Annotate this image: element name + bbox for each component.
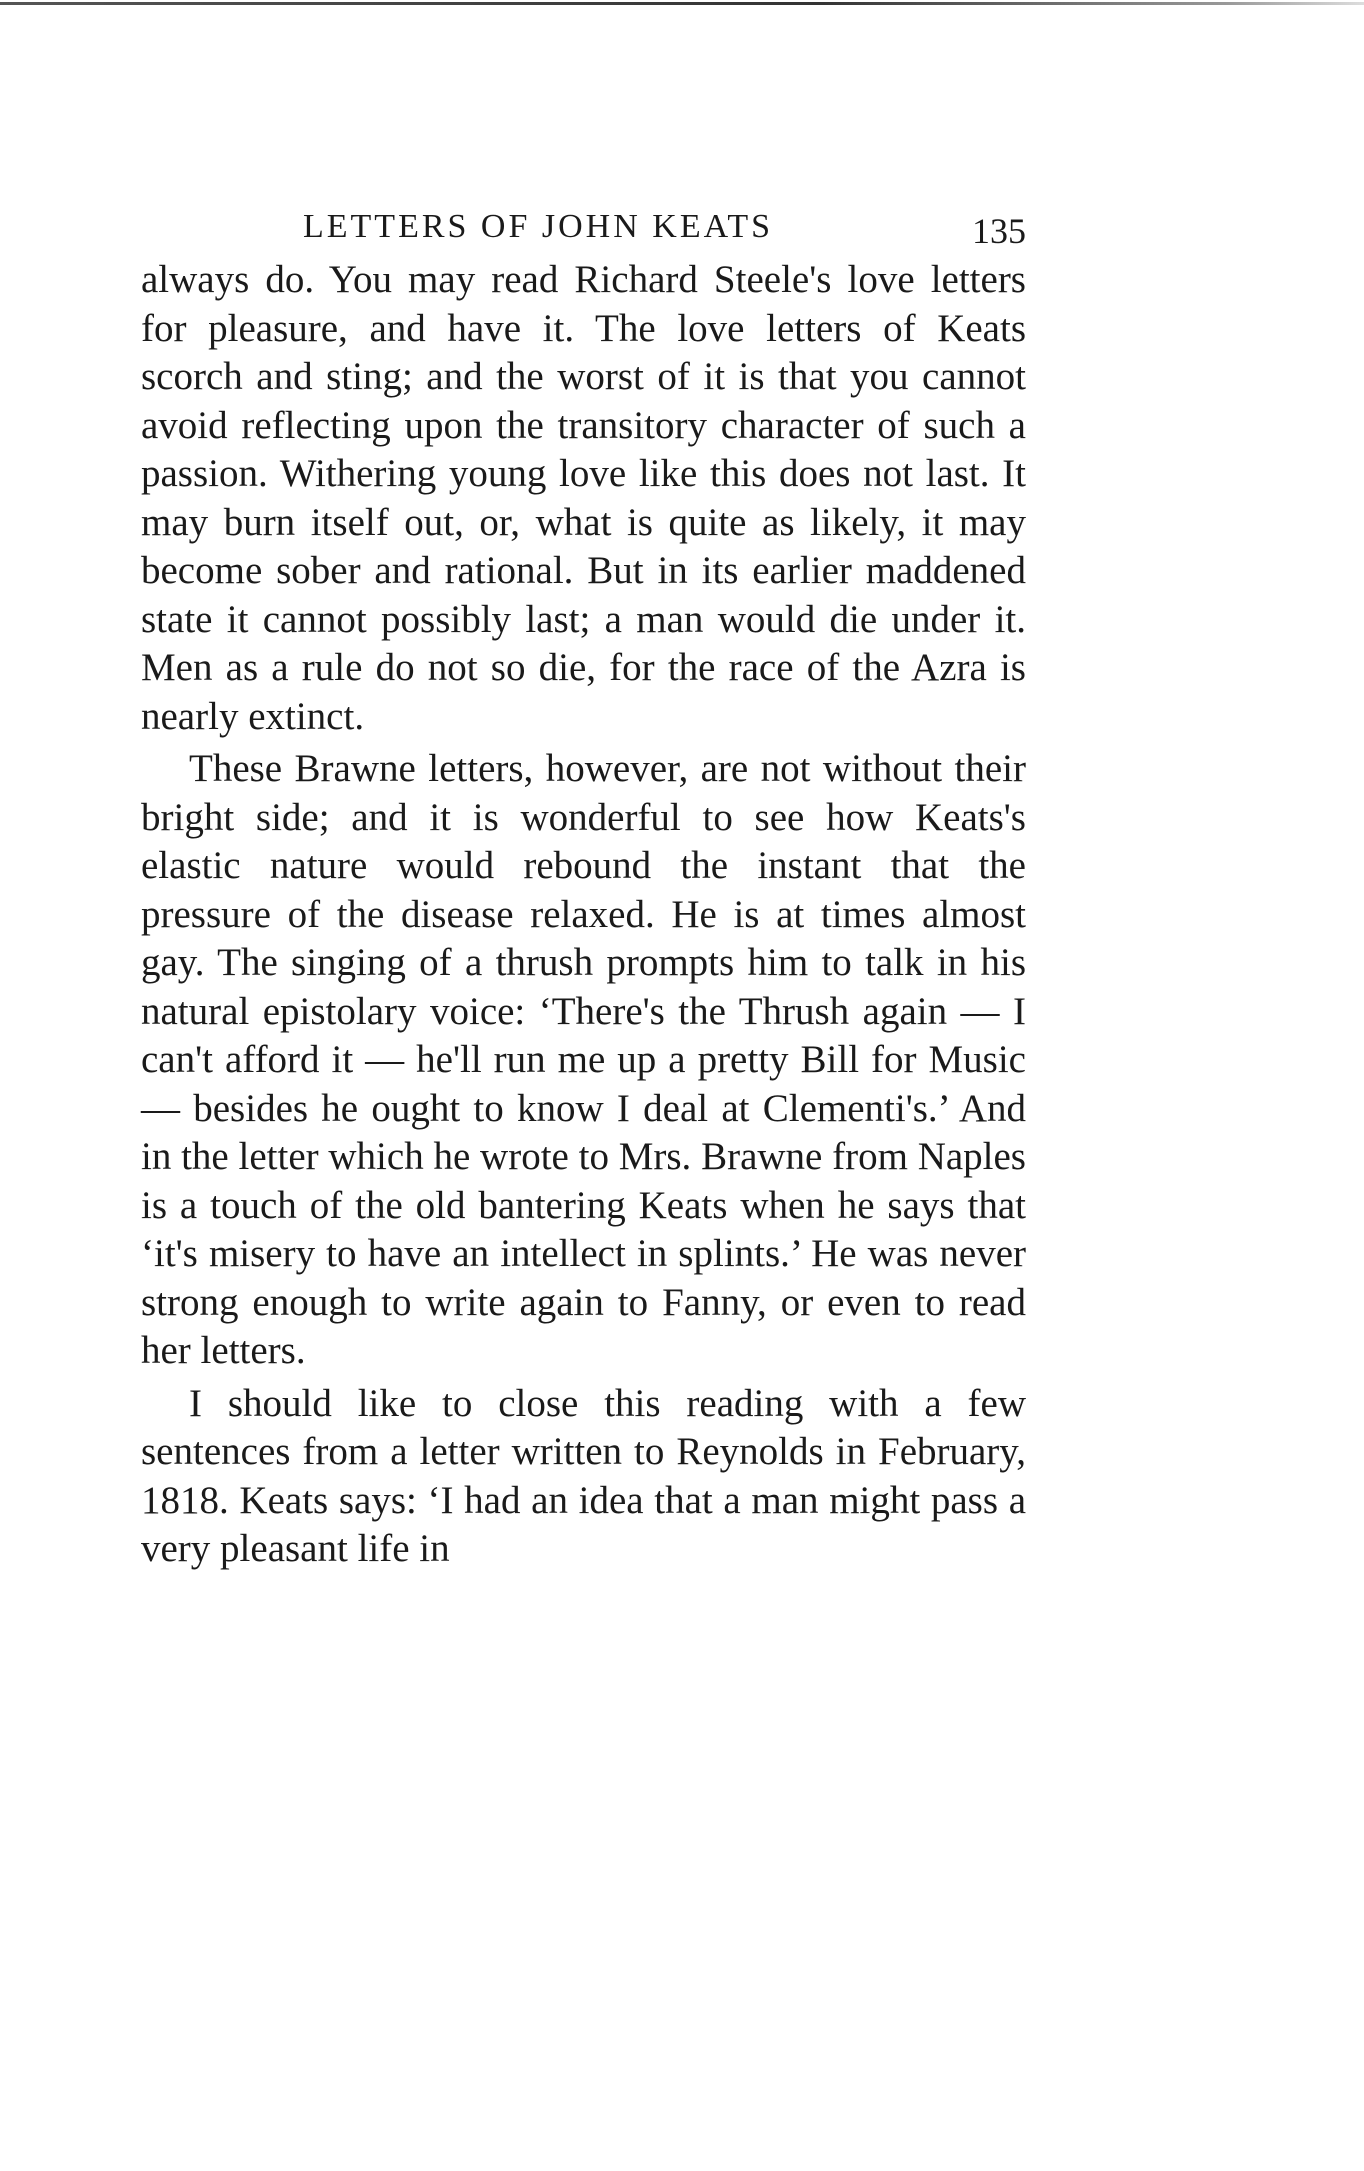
running-title: LETTERS OF JOHN KEATS: [303, 208, 774, 245]
book-page: [141, 208, 1026, 1574]
top-edge-rule: [0, 2, 1364, 5]
paragraph-1: always do. You may read Richard Steele's love letters for pleasure, and have it. The love letters of Keats scorch and sting; and the worst of it is that you cannot avoid reflecting upon the transitory character of such a passion. Withering young love like this does not last. It may burn itself out, or, what is quite as likely, it may become sober and rational. But in its earlier maddened state it cannot possibly last; a man would die under it. Men as a rule do not so die, for the race of the Azra is nearly extinct.: [141, 258, 1026, 738]
running-head: [141, 208, 1026, 256]
body-text: [141, 256, 1026, 1574]
paragraph-3: I should like to close this reading with a few sentences from a letter written to Reynolds in February, 1818. Keats says: ‘I had an idea that a man might pass a very pleasant life in: [141, 1381, 1026, 1570]
paragraph-2: These Brawne letters, however, are not without their bright side; and it is wonderful to see how Keats's elastic nature would rebound the instant that the pressure of the disease relaxed. He is at times almost gay. The singing of a thrush prompts him to talk in his natural epistolary voice: ‘There's the Thrush again — I can't afford it — he'll run me up a pretty Bill for Music — besides he ought to know I deal at Clementi's.’ And in the letter which he wrote to Mrs. Brawne from Naples is a touch of the old bantering Keats when he says that ‘it's misery to have an intellect in splints.’ He was never strong enough to write again to Fanny, or even to read her letters.: [141, 747, 1026, 1372]
page-number: 135: [972, 211, 1026, 251]
